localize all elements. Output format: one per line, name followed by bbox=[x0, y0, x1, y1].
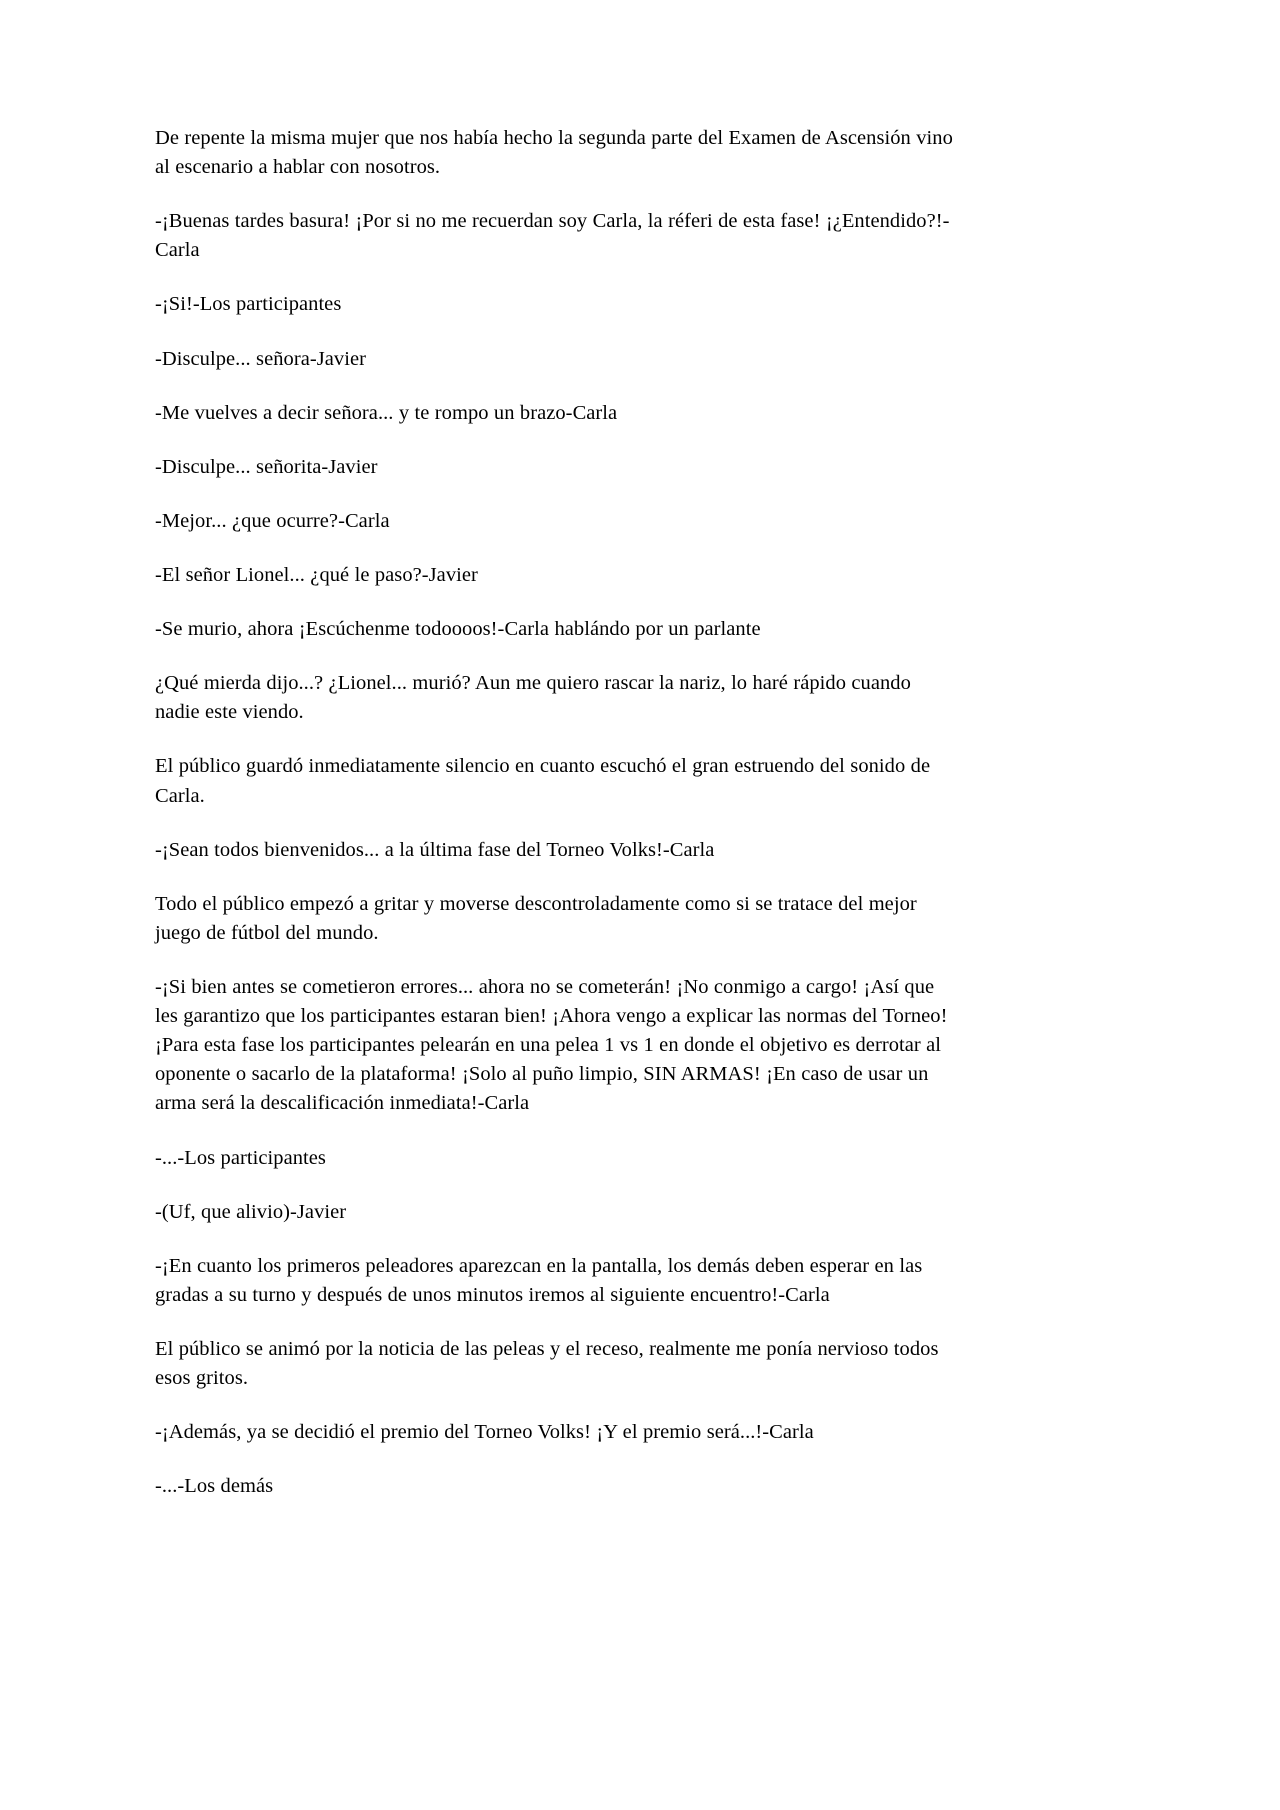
paragraph: -¡Buenas tardes basura! ¡Por si no me recuerdan soy Carla, la réferi de esta fase! ¡¿Entendido?!-Carla bbox=[155, 210, 950, 262]
paragraph: -Disculpe... señorita-Javier bbox=[155, 455, 378, 478]
paragraph: -Me vuelves a decir señora... y te rompo un brazo-Carla bbox=[155, 401, 618, 424]
paragraph: -...-Los participantes bbox=[155, 1146, 326, 1169]
paragraph: -¡En cuanto los primeros peleadores aparezcan en la pantalla, los demás deben esperar en las gradas a su turno y después de unos minutos iremos al siguiente encuentro!-Carla bbox=[155, 1254, 923, 1306]
paragraph: -Se murio, ahora ¡Escúchenme todoooos!-Carla hablándo por un parlante bbox=[155, 618, 761, 641]
paragraph: -(Uf, que alivio)-Javier bbox=[155, 1200, 347, 1223]
paragraph: -¡Sean todos bienvenidos... a la última fase del Torneo Volks!-Carla bbox=[155, 838, 715, 861]
paragraph: -¡Si bien antes se cometieron errores... ahora no se cometerán! ¡No conmigo a cargo! ¡Así que les garantizo que los participantes estaran bien! ¡Ahora vengo a explicar las normas del Torneo! ¡Para esta fase los participantes pelearán en una pelea 1 vs 1 en donde el objetivo es derrotar al oponente o sacarlo de la plataforma! ¡Solo al puño limpio, SIN ARMAS! ¡En caso de usar un arma será la descalificación inmediata!-Carla bbox=[155, 975, 948, 1115]
paragraph: -Mejor... ¿que ocurre?-Carla bbox=[155, 509, 390, 532]
paragraph: El público se animó por la noticia de las peleas y el receso, realmente me ponía nervioso todos esos gritos. bbox=[155, 1337, 939, 1390]
paragraph: De repente la misma mujer que nos había hecho la segunda parte del Examen de Ascensión vino al escenario a hablar con nosotros. bbox=[155, 127, 953, 179]
paragraph: -...-Los demás bbox=[155, 1475, 274, 1498]
paragraph: -Disculpe... señora-Javier bbox=[155, 347, 366, 370]
text-column bbox=[155, 124, 960, 1501]
paragraph: -El señor Lionel... ¿qué le paso?-Javier bbox=[155, 563, 478, 586]
paragraph: El público guardó inmediatamente silencio en cuanto escuchó el gran estruendo del sonido de Carla. bbox=[155, 755, 931, 807]
paragraph: Todo el público empezó a gritar y moverse descontroladamente como si se tratace del mejor juego de fútbol del mundo. bbox=[155, 892, 917, 944]
paragraph: ¿Qué mierda dijo...? ¿Lionel... murió? Aun me quiero rascar la nariz, lo haré rápido cuando nadie este viendo. bbox=[155, 672, 911, 724]
paragraph: -¡Además, ya se decidió el premio del Torneo Volks! ¡Y el premio será...!-Carla bbox=[155, 1421, 814, 1444]
paragraph: -¡Si!-Los participantes bbox=[155, 293, 342, 316]
